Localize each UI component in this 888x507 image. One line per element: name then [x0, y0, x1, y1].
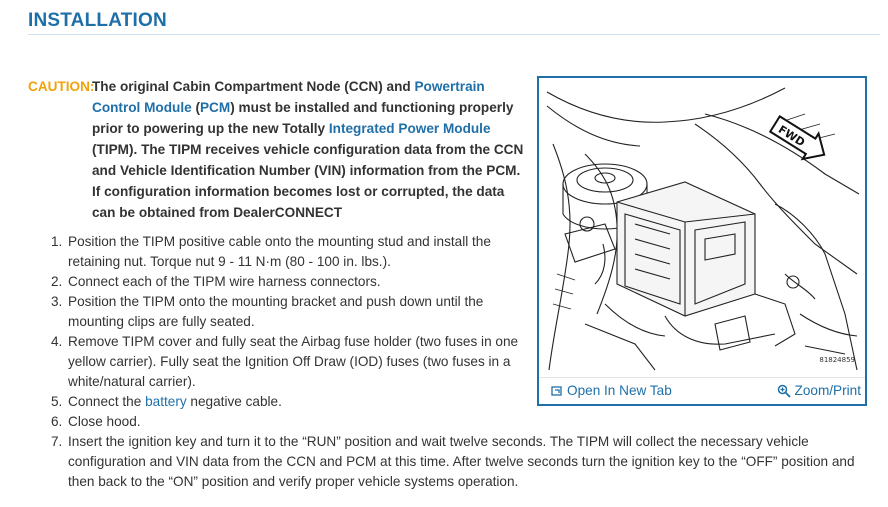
caution-text-part: (TIPM). The TIPM receives vehicle configuration data from the CCN and Vehicle Identification Number (VIN) information from the PCM. If configuration information becomes lost or corrupted, the data can be obtained from DealerCONNECT — [92, 142, 524, 220]
link-pcm[interactable]: PCM — [199, 100, 231, 115]
caution-text-part: ) must be installed and functioning properly prior to powering up the new Totally — [92, 100, 514, 136]
step-text: negative cable. — [186, 394, 282, 409]
magnifier-icon — [777, 384, 791, 398]
list-item — [51, 412, 520, 432]
step-number: 5. — [51, 394, 63, 409]
open-in-new-tab-button[interactable] — [551, 383, 672, 398]
fwd-arrow-icon — [767, 111, 832, 167]
link-powertrain-control-module[interactable]: Powertrain Control Module — [92, 79, 485, 115]
list-item — [51, 272, 520, 292]
title-divider — [28, 34, 880, 35]
figure-code: 81824859 — [819, 356, 855, 364]
caution-label: CAUTION: — [28, 79, 95, 94]
zoom-print-button[interactable] — [777, 383, 861, 398]
step-text: Connect the — [68, 394, 146, 409]
step-number: 6. — [51, 414, 63, 429]
link-battery[interactable]: battery — [145, 394, 187, 409]
zoom-print-label: Zoom/Print — [794, 383, 861, 398]
link-integrated-power-module[interactable]: Integrated Power Module — [328, 121, 491, 136]
list-item — [51, 332, 520, 392]
figure-toolbar — [539, 377, 865, 404]
step-text: Close hood. — [68, 414, 141, 429]
step-number: 1. — [51, 234, 63, 249]
external-window-icon — [551, 385, 563, 397]
step-text: Remove TIPM cover and fully seat the Airbag fuse holder (two fuses in one yellow carrier). Fully seat the Ignition Off Draw (IOD) fuses (two fuses in a white/natural carrier). — [68, 334, 519, 389]
page-title: INSTALLATION — [28, 10, 167, 31]
caution-text-part: ( — [191, 100, 200, 115]
step-number: 3. — [51, 294, 63, 309]
tipm-installation-illustration[interactable] — [545, 84, 861, 374]
list-item — [51, 432, 881, 492]
list-item — [51, 392, 520, 412]
step-number: 7. — [51, 434, 63, 449]
fwd-label: FWD — [775, 122, 808, 150]
list-item — [51, 292, 520, 332]
caution-block — [28, 76, 528, 223]
step-text: Position the TIPM onto the mounting bracket and push down until the mounting clips are fully seated. — [68, 294, 484, 329]
caution-text-part: The original Cabin Compartment Node (CCN) and — [92, 79, 415, 94]
list-item — [51, 232, 520, 272]
open-in-new-tab-label: Open In New Tab — [567, 383, 672, 398]
step-text: Connect each of the TIPM wire harness connectors. — [68, 274, 381, 289]
step-text: Position the TIPM positive cable onto the mounting stud and install the retaining nut. Torque nut 9 - 11 N·m (80 - 100 in. lbs.). — [68, 234, 491, 269]
step-number: 2. — [51, 274, 63, 289]
step-number: 4. — [51, 334, 63, 349]
caution-text — [92, 76, 528, 223]
step-text: Insert the ignition key and turn it to the “RUN” position and wait twelve seconds. The TIPM will collect the necessary vehicle configuration and VIN data from the CCN and PCM at this time. After twelve seconds turn the ignition key to the “OFF” position and then back to the “ON” position and verify proper vehicle systems operation. — [68, 434, 855, 489]
figure-panel — [537, 76, 867, 406]
